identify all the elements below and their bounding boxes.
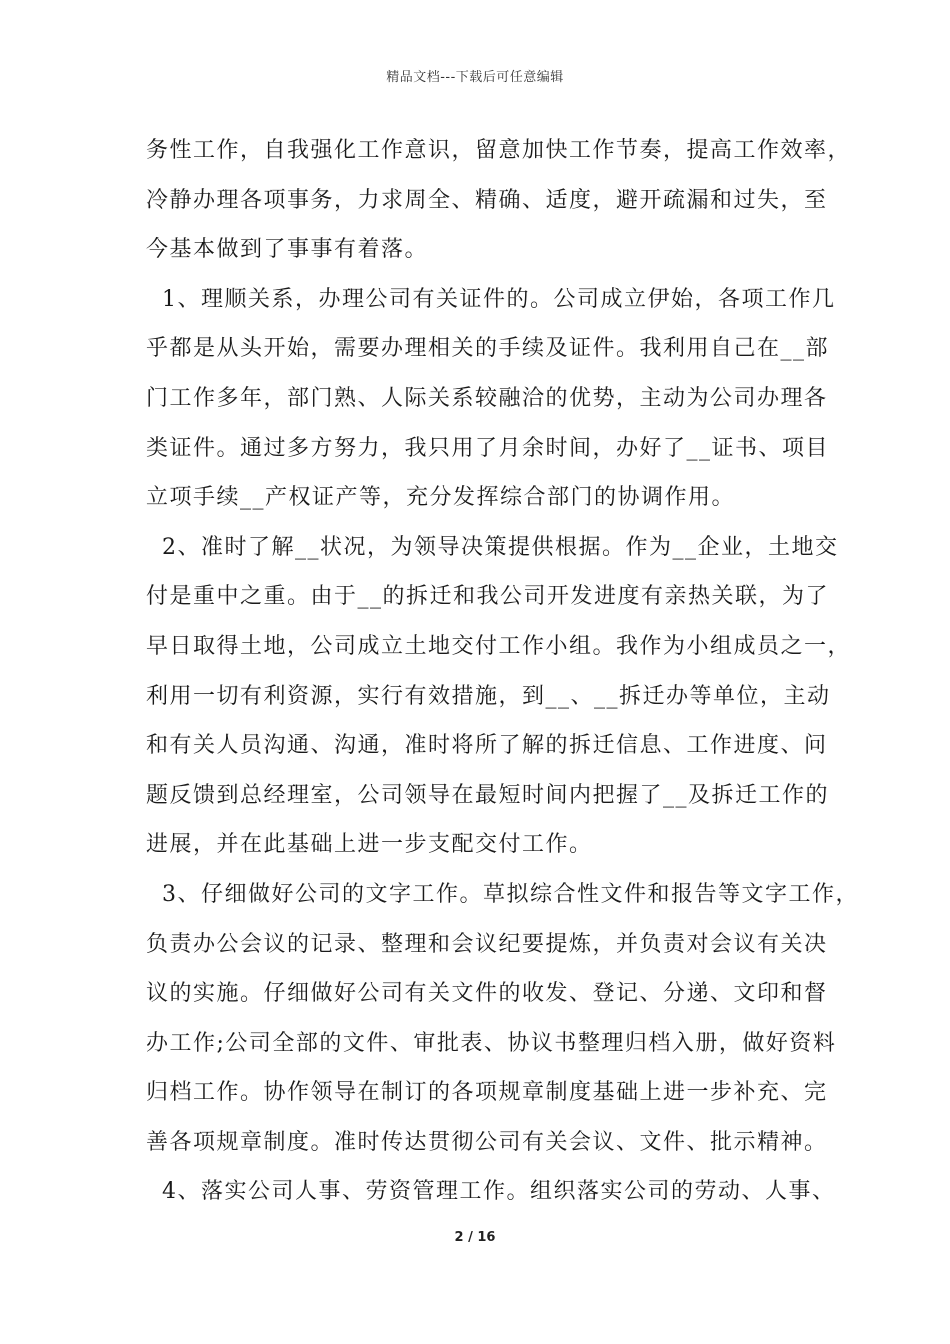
text-line: 和有关人员沟通、沟通，准时将所了解的拆迁信息、工作进度、问 <box>146 733 828 759</box>
text-line: 负责办公会议的记录、整理和会议纪要提炼，并负责对会议有关决 <box>146 931 828 957</box>
text-line: 归档工作。协作领导在制订的各项规章制度基础上进一步补充、完 <box>146 1080 828 1106</box>
text-line: 议的实施。仔细做好公司有关文件的收发、登记、分递、文印和督 <box>146 981 828 1007</box>
text-line: 务性工作，自我强化工作意识，留意加快工作节奏，提高工作效率， <box>146 138 852 163</box>
text-line: 付是重中之重。由于__的拆迁和我公司开发进度有亲热关联，为了 <box>146 584 830 610</box>
text-line: 题反馈到总经理室，公司领导在最短时间内把握了__及拆迁工作的 <box>146 782 830 808</box>
text-line: 类证件。通过多方努力，我只用了月余时间，办好了__证书、项目 <box>146 435 830 461</box>
page-header: 精品文档---下载后可任意编辑 <box>386 70 564 85</box>
document-body <box>146 126 859 1217</box>
text-line: 冷静办理各项事务，力求周全、精确、适度，避开疏漏和过失，至 <box>146 187 828 213</box>
text-line: 门工作多年，部门熟、人际关系较融洽的优势，主动为公司办理各 <box>146 385 828 411</box>
text-line: 善各项规章制度。准时传达贯彻公司有关会议、文件、批示精神。 <box>146 1129 828 1155</box>
paragraph-start-line: 1、理顺关系，办理公司有关证件的。公司成立伊始，各项工作几 <box>162 286 836 312</box>
text-line: 立项手续__产权证产等，充分发挥综合部门的协调作用。 <box>146 485 736 511</box>
text-line: 利用一切有利资源，实行有效措施，到__、__拆迁办等单位，主动 <box>146 683 831 709</box>
text-line: 进展，并在此基础上进一步支配交付工作。 <box>146 832 593 858</box>
text-line: 办工作;公司全部的文件、审批表、协议书整理归档入册，做好资料 <box>146 1030 837 1056</box>
paragraph-start-line: 3、仔细做好公司的文字工作。草拟综合性文件和报告等文字工作， <box>162 881 859 907</box>
paragraph-start-line: 4、落实公司人事、劳资管理工作。组织落实公司的劳动、人事、 <box>162 1179 836 1205</box>
text-line: 早日取得土地，公司成立土地交付工作小组。我作为小组成员之一， <box>146 633 852 659</box>
page-number: 2 / 16 <box>454 1230 496 1245</box>
text-line: 今基本做到了事事有着落。 <box>146 237 429 263</box>
paragraph-start-line: 2、准时了解__状况，为领导决策提供根据。作为__企业，土地交 <box>162 534 839 560</box>
text-line: 乎都是从头开始，需要办理相关的手续及证件。我利用自己在__部 <box>146 336 830 362</box>
